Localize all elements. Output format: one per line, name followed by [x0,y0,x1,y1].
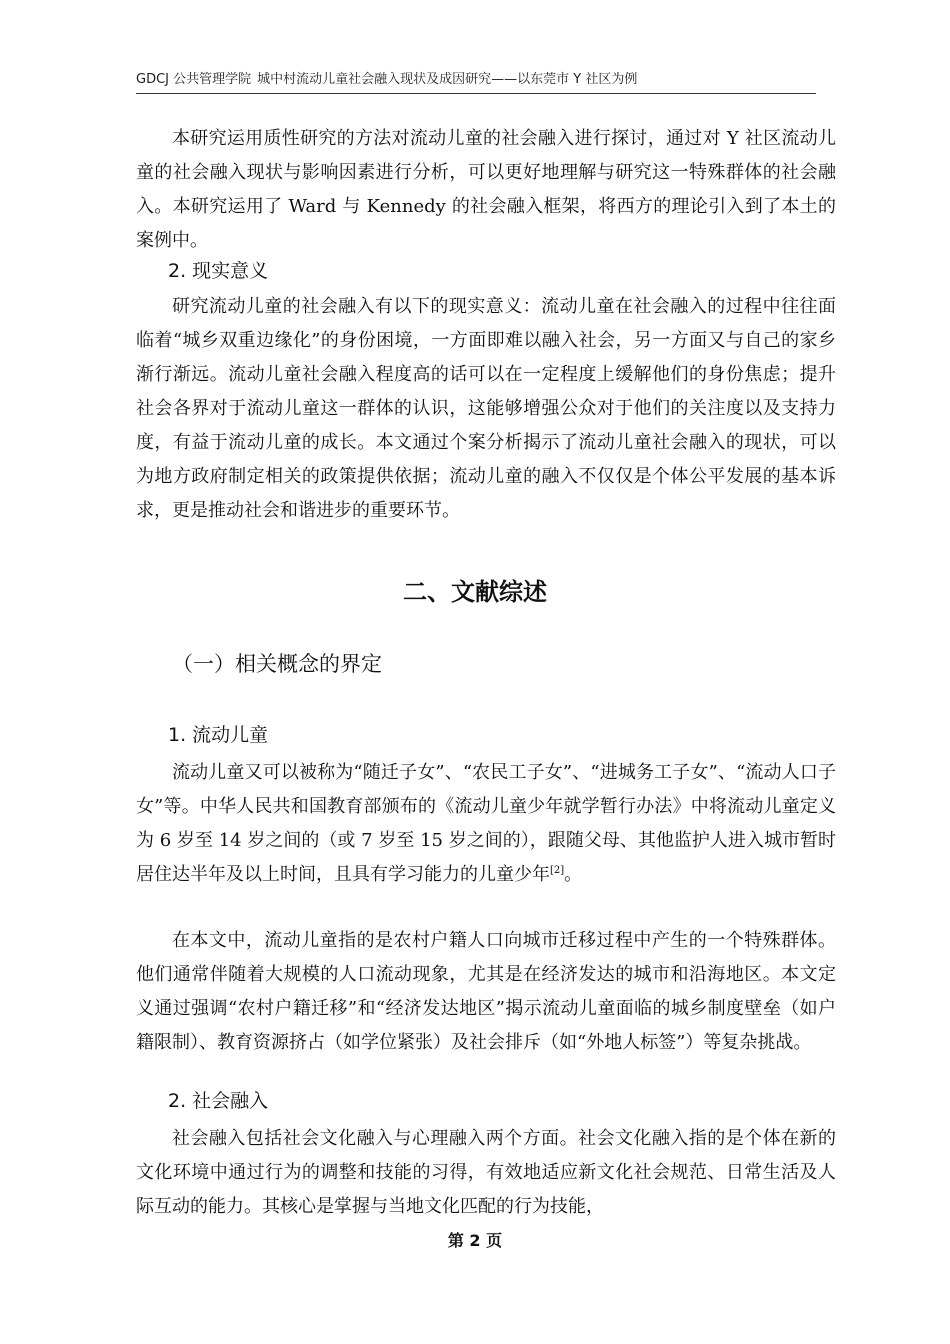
section-title: （一）相关概念的界定 [172,652,382,676]
paragraph-practical-significance: 研究流动儿童的社会融入有以下的现实意义：流动儿童在社会融入的过程中往往面临着“城乡双重边缘化”的身份困境，一方面即难以融入社会，另一方面又与自己的家乡渐行渐远。流动儿童社会融入程度高的话可以在一定程度上缓解他们的身份焦虑；提升社会各界对于流动儿童这一群体的认识，这能够增强公众对于他们的关注度以及支持力度，有益于流动儿童的成长。本文通过个案分析揭示了流动儿童社会融入的现状，可以为地方政府制定相关的政策提供依据；流动儿童的融入不仅仅是个体公平发展的基本诉求，更是推动社会和谐进步的重要环节。 [136,296,836,521]
definition-text: 流动儿童又可以被称为“随迁子女”、“农民工子女”、“进城务工子女”、“流动人口子女”等。中华人民共和国教育部颁布的《流动儿童少年就学暂行办法》中将流动儿童定义为 6 岁至 14 岁之间的（或 7 岁至 15 岁之间的），跟随父母、其他监护人进入城市暂时居住达半年及以上时间，且具有学习能力的儿童少年 [136,762,836,885]
paragraph-research-method: 本研究运用质性研究的方法对流动儿童的社会融入进行探讨，通过对 Y 社区流动儿童的社会融入现状与影响因素进行分析，可以更好地理解与研究这一特殊群体的社会融入。本研究运用了 Ward 与 Kennedy 的社会融入框架，将西方的理论引入到了本土的案例中。 [136,128,836,251]
chapter-title: 二、文献综述 [403,578,547,606]
heading-social-integration: 2. 社会融入 [168,1090,269,1112]
definition-end: 。 [564,864,583,885]
heading-practical-significance: 2. 现实意义 [168,260,269,282]
header-institution: GDCJ 公共管理学院 [136,72,252,87]
running-header [136,68,816,94]
heading-migrant-children: 1. 流动儿童 [168,724,269,746]
paragraph-migrant-children-scope: 在本文中，流动儿童指的是农村户籍人口向城市迁移过程中产生的一个特殊群体。他们通常伴随着大规模的人口流动现象，尤其是在经济发达的城市和沿海地区。本文定义通过强调“农村户籍迁移”和“经济发达地区”揭示流动儿童面临的城乡制度壁垒（如户籍限制）、教育资源挤占（如学位紧张）及社会排斥（如“外地人标签”）等复杂挑战。 [136,930,836,1053]
citation-marker: [2] [550,865,565,876]
paragraph-social-integration: 社会融入包括社会文化融入与心理融入两个方面。社会文化融入指的是个体在新的文化环境中通过行为的调整和技能的习得，有效地适应新文化社会规范、日常生活及人际互动的能力。其核心是掌握与当地文化匹配的行为技能， [136,1128,836,1217]
paragraph-migrant-children-definition [136,756,836,892]
page-number: 第 2 页 [447,1231,503,1250]
header-title: 城中村流动儿童社会融入现状及成因研究——以东莞市 Y 社区为例 [257,72,638,87]
